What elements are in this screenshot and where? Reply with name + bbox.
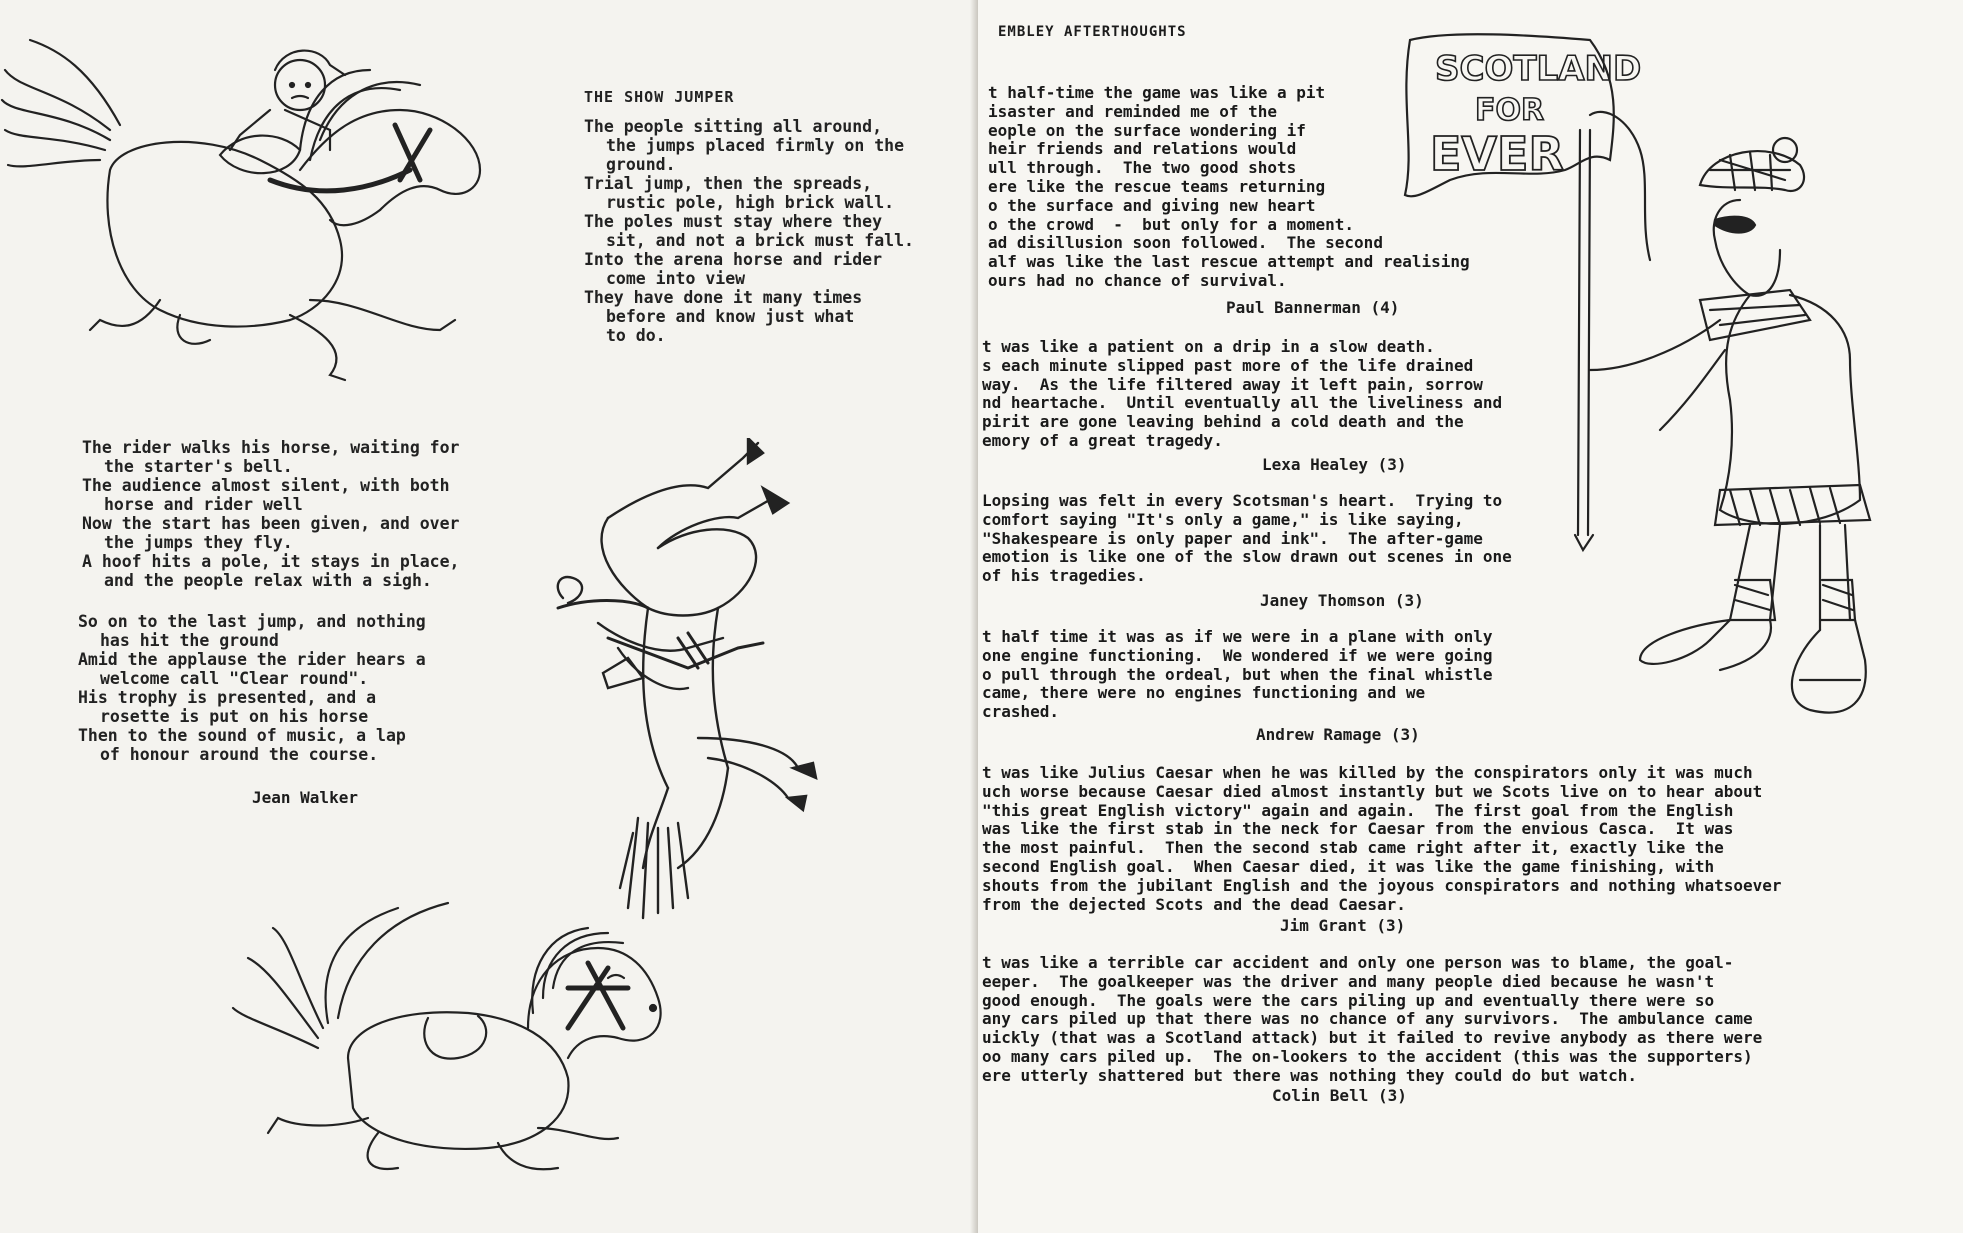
poem-line: Then to the sound of music, a lap — [78, 726, 406, 745]
entry-line: o the crowd - but only for a moment. — [988, 214, 1355, 234]
entry-line: pirit are gone leaving behind a cold death and the — [982, 412, 1464, 432]
entry-line: ours had no chance of survival. — [988, 270, 1287, 290]
entry-line: good enough. The goals were the cars piling up and eventually there were so — [982, 990, 1715, 1010]
entry-author: Colin Bell (3) — [1272, 1086, 1407, 1105]
poem-stanza-2 — [82, 438, 460, 590]
poem-line: Into the arena horse and rider — [584, 250, 883, 269]
entry-line: t half time it was as if we were in a plane with only — [982, 627, 1493, 646]
poem-line: of honour around the course. — [100, 745, 379, 764]
entry-line: crashed. — [982, 702, 1060, 722]
entry-line: emotion is like one of the slow drawn out scenes in one — [982, 547, 1512, 567]
entry-line: way. As the life filtered away it left pain, sorrow — [982, 374, 1483, 394]
entry-line: o the surface and giving new heart — [988, 195, 1316, 215]
poem-line: the jumps placed firmly on the — [606, 136, 905, 155]
poem-line: sit, and not a brick must fall. — [606, 231, 914, 250]
entry-line: ull through. The two good shots — [988, 158, 1297, 178]
horse-icon — [228, 888, 688, 1188]
poem-line: Now the start has been given, and over — [82, 514, 460, 533]
entry-line: any cars piled up that there was no chance of any survivors. The ambulance came — [982, 1009, 1753, 1029]
entry-line: second English goal. When Caesar died, it was like the game finishing, with — [982, 856, 1715, 876]
page-header: EMBLEY AFTERTHOUGHTS — [998, 24, 1187, 40]
entry-line: ere utterly shattered but there was nothing they could do but watch. — [982, 1065, 1638, 1085]
poem-stanza-3 — [78, 612, 426, 764]
entry-4-text — [982, 628, 1493, 722]
entry-line: isaster and reminded me of the — [988, 101, 1277, 121]
entry-author: Paul Bannerman (4) — [1226, 298, 1400, 317]
poem-line: The rider walks his horse, waiting for — [82, 438, 460, 457]
entry-line: was like the first stab in the neck for Caesar from the envious Casca. It was — [982, 819, 1734, 839]
entry-line: emory of a great tragedy. — [982, 430, 1223, 450]
poem-stanza-1 — [584, 88, 914, 345]
entry-line: uch worse because Caesar died almost instantly but we Scots live on to hear about — [982, 781, 1763, 801]
entry-line: from the dejected Scots and the dead Caesar. — [982, 894, 1406, 914]
left-page — [0, 0, 978, 1233]
banner-line-3: EVER — [1430, 127, 1564, 181]
entry-line: of his tragedies. — [982, 566, 1146, 586]
poem-line: and the people relax with a sigh. — [104, 571, 432, 590]
entry-author: Janey Thomson (3) — [1260, 591, 1424, 610]
entry-line: alf was like the last rescue attempt and realising — [988, 252, 1470, 272]
entry-line: uickly (that was a Scotland attack) but it failed to revive anybody as there were — [982, 1028, 1763, 1048]
poem-line: A hoof hits a pole, it stays in place, — [82, 552, 460, 571]
entry-line: ad disillusion soon followed. The second — [988, 233, 1383, 253]
jumping-horse-icon — [548, 438, 878, 938]
entry-line: s each minute slipped past more of the life drained — [982, 355, 1474, 375]
banner-line-2: FOR — [1475, 93, 1545, 128]
entry-line: t was like Julius Caesar when he was killed by the conspirators only it was much — [982, 763, 1753, 782]
poem-line: before and know just what — [606, 307, 855, 326]
poem-line: The audience almost silent, with both — [82, 476, 450, 495]
poem-line: So on to the last jump, and nothing — [78, 612, 426, 631]
poem-line: Amid the applause the rider hears a — [78, 650, 426, 669]
entry-3-text — [982, 492, 1512, 586]
entry-author: Lexa Healey (3) — [1262, 455, 1407, 474]
poem-line: The people sitting all around, — [584, 117, 883, 136]
poem-line: the starter's bell. — [104, 457, 293, 476]
poem-line: has hit the ground — [100, 631, 279, 650]
poem-line: welcome call "Clear round". — [100, 669, 369, 688]
entry-line: came, there were no engines functioning and we — [982, 683, 1426, 703]
banner-line-1: SCOTLAND — [1435, 49, 1642, 89]
poem-line: come into view — [606, 269, 746, 288]
entry-2-text — [982, 338, 1502, 451]
entry-line: comfort saying "It's only a game," is like saying, — [982, 509, 1464, 529]
poem-line: rosette is put on his horse — [100, 707, 369, 726]
poem-line: horse and rider well — [104, 495, 303, 514]
entry-line: nd heartache. Until eventually all the liveliness and — [982, 393, 1503, 413]
entry-author: Jim Grant (3) — [1280, 916, 1406, 935]
poem-line: to do. — [606, 326, 666, 345]
entry-5-text — [982, 764, 1782, 914]
poem-line: Trial jump, then the spreads, — [584, 174, 873, 193]
entry-line: Lopsing was felt in every Scotsman's heart. Trying to — [982, 491, 1503, 510]
entry-line: shouts from the jubilant English and the joyous conspirators and nothing whatsoever — [982, 875, 1782, 895]
entry-line: "Shakespeare is only paper and ink". The after-game — [982, 528, 1483, 548]
entry-line: oo many cars piled up. The on-lookers to the accident (this was the supporters) — [982, 1046, 1753, 1066]
poem-line: ground. — [606, 155, 676, 174]
poem-line: rustic pole, high brick wall. — [606, 193, 895, 212]
entry-6-text — [982, 954, 1762, 1086]
entry-line: t was like a terrible car accident and only one person was to blame, the goal- — [982, 953, 1734, 972]
entry-line: ere like the rescue teams returning — [988, 176, 1326, 196]
entry-line: heir friends and relations would — [988, 139, 1297, 159]
horse-with-rider-icon — [0, 30, 520, 390]
entry-line: one engine functioning. We wondered if we were going — [982, 645, 1493, 665]
entry-line: t half-time the game was like a pit — [988, 83, 1326, 102]
entry-1-text — [988, 84, 1470, 291]
entry-line: the most painful. Then the second stab came right after it, exactly like the — [982, 838, 1724, 858]
right-page — [978, 0, 1963, 1233]
entry-line: t was like a patient on a drip in a slow death. — [982, 337, 1435, 356]
entry-author: Andrew Ramage (3) — [1256, 725, 1420, 744]
poem-line: His trophy is presented, and a — [78, 688, 377, 707]
poem-line: The poles must stay where they — [584, 212, 883, 231]
entry-line: eeper. The goalkeeper was the driver and many people died because he wasn't — [982, 971, 1715, 991]
entry-line: "this great English victory" again and again. The first goal from the English — [982, 800, 1734, 820]
entry-line: eople on the surface wondering if — [988, 120, 1306, 140]
poem-line: They have done it many times — [584, 288, 863, 307]
poem-title: THE SHOW JUMPER — [584, 88, 735, 106]
entry-line: o pull through the ordeal, but when the final whistle — [982, 664, 1493, 684]
poem-line: the jumps they fly. — [104, 533, 293, 552]
poem-author: Jean Walker — [252, 788, 358, 807]
